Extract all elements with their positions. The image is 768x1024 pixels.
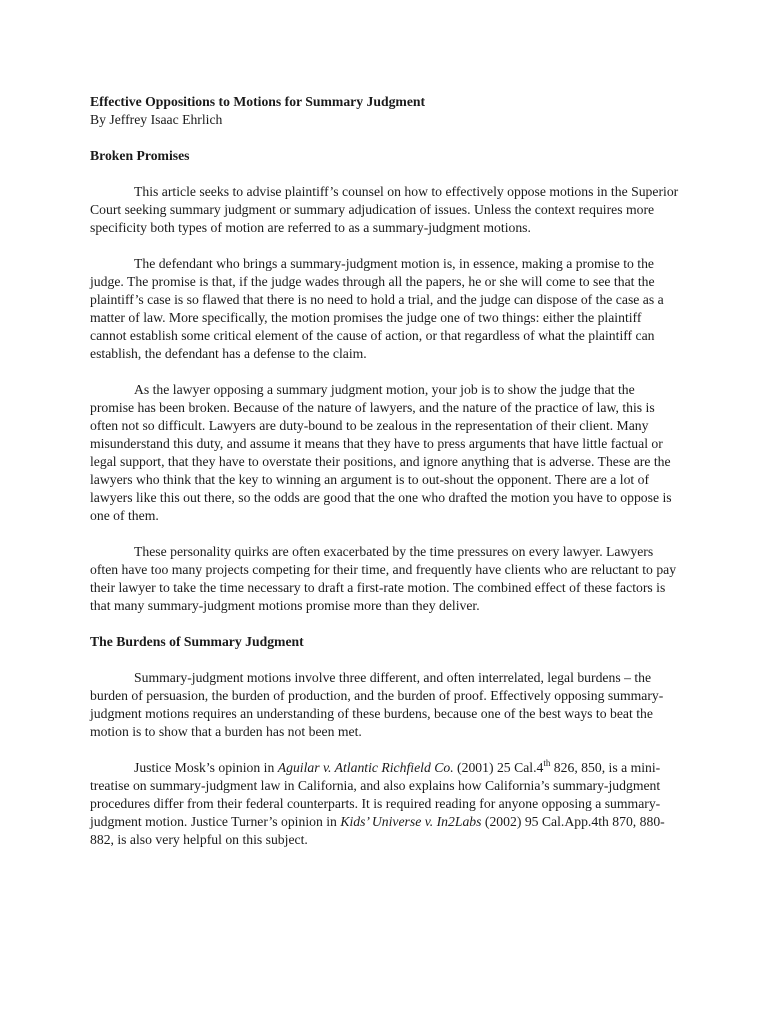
- citation-text: (2001) 25 Cal.4: [453, 760, 544, 775]
- document-title: Effective Oppositions to Motions for Summary Judgment: [90, 94, 426, 109]
- section-heading-broken-promises: Broken Promises: [90, 148, 190, 163]
- case-name-kids-universe: Kids’ Universe v. In2Labs: [340, 814, 482, 829]
- citation-text: Justice Mosk’s opinion in: [134, 760, 278, 775]
- citation-text: (2002) 95 Cal.App.4th 870, 880-882, is also very helpful on this subject.: [90, 814, 665, 847]
- paragraph-case-citations: [90, 759, 680, 849]
- paragraph: Summary-judgment motions involve three different, and often interrelated, legal burdens – the burden of persuasion, the burden of production, and the burden of proof. Effectively opposing summary-judgment motions requires an understanding of these burdens, because one of the best ways to beat the motion is to show that a burden has not been met.: [90, 670, 664, 739]
- document-author: By Jeffrey Isaac Ehrlich: [90, 112, 223, 127]
- case-name-aguilar: Aguilar v. Atlantic Richfield Co.: [277, 760, 454, 775]
- paragraph: These personality quirks are often exacerbated by the time pressures on every lawyer. Lawyers often have too many projects competing for their time, and frequently have clients who are reluctant to pay their lawyer to take the time necessary to draft a first-rate motion. The combined effect of these factors is that many summary-judgment motions promise more than they deliver.: [90, 544, 677, 613]
- paragraph: The defendant who brings a summary-judgment motion is, in essence, making a promise to the judge. The promise is that, if the judge wades through all the papers, he or she will come to see that the plaintiff’s case is so flawed that there is no need to hold a trial, and the judge can dispose of the case as a matter of law. More specifically, the motion promises the judge one of two things: either the plaintiff cannot establish some critical element of the cause of action, or that regardless of what the plaintiff can establish, the defendant has a defense to the claim.: [90, 256, 664, 361]
- superscript-th: th: [543, 758, 551, 768]
- document-page: [90, 93, 680, 867]
- section-heading-burdens: The Burdens of Summary Judgment: [90, 634, 304, 649]
- citation-text: 826, 850, is a mini-treatise on summary-judgment law in California, and also explains how California’s summary-judgment procedures differ from their federal counterparts. It is required reading for anyone opposing a summary-judgment motion. Justice Turner’s opinion in: [90, 760, 661, 829]
- paragraph: This article seeks to advise plaintiff’s counsel on how to effectively oppose motions in the Superior Court seeking summary judgment or summary adjudication of issues. Unless the context requires more specificity both types of motion are referred to as a summary-judgment motions.: [90, 184, 679, 235]
- paragraph: As the lawyer opposing a summary judgment motion, your job is to show the judge that the promise has been broken. Because of the nature of lawyers, and the nature of the practice of law, this is often not so difficult. Lawyers are duty-bound to be zealous in the representation of their client. Many misunderstand this duty, and assume it means that they have to press arguments that have little factual or legal support, that they have to overstate their positions, and ignore anything that is adverse. These are the lawyers who think that the key to winning an argument is to out-shout the opponent. There are a lot of lawyers like this out there, so the odds are good that the one who drafted the motion you have to oppose is one of them.: [90, 382, 672, 523]
